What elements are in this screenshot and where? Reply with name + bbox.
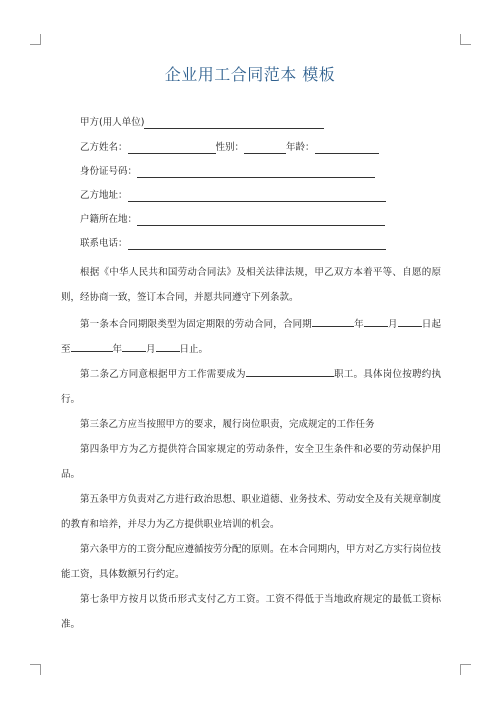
article-2-position-blank[interactable] xyxy=(246,366,334,377)
party-a-label: 甲方(用人单位) xyxy=(80,117,145,128)
article-1-year-label: 年 xyxy=(353,319,364,330)
article-1-end-month-blank[interactable] xyxy=(122,341,146,352)
id-number-label: 身份证号码： xyxy=(80,166,138,177)
article-1-end-label: 日止。 xyxy=(179,344,209,355)
party-b-name-blank[interactable] xyxy=(128,143,216,154)
article-1-from-label: 日起至 xyxy=(61,319,441,355)
article-2-paragraph xyxy=(61,362,441,412)
article-1-end-year-blank[interactable] xyxy=(71,341,113,352)
article-3-paragraph: 第三条乙方应当按照甲方的要求，履行岗位职责，完成规定的工作任务 xyxy=(80,419,375,430)
article-7-paragraph: 第七条甲方按月以货币形式支付乙方工资。工资不得低于当地政府规定的最低工资标准。 xyxy=(61,594,441,630)
article-1-end-day-blank[interactable] xyxy=(156,341,180,352)
article-1-text: 第一条本合同期限类型为固定期限的劳动合同，合同期 xyxy=(80,319,312,330)
article-6-paragraph: 第六条甲方的工资分配应遵循按劳分配的原则。在本合同期内，甲方对乙方实行岗位技能工资，具体数额另行约定。 xyxy=(61,544,442,580)
party-b-address-label: 乙方地址： xyxy=(80,190,128,201)
article-5-paragraph: 第五条甲方负责对乙方进行政治思想、职业道德、业务技术、劳动安全及有关规章制度的教育和培养，并尽力为乙方提供职业培训的机会。 xyxy=(61,494,442,530)
article-1-year-blank[interactable] xyxy=(312,316,354,327)
party-b-info-row xyxy=(80,142,379,154)
article-1-end-month-label: 月 xyxy=(146,344,156,355)
age-label: 年龄： xyxy=(286,142,315,153)
household-location-blank[interactable] xyxy=(137,215,385,226)
intro-paragraph: 根据《中华人民共和国劳动合同法》及相关法律法规，甲乙双方本着平等、自愿的原则，经协商一致，签订本合同，并愿共同遵守下列条款。 xyxy=(61,267,441,303)
household-location-label: 户籍所在地： xyxy=(80,214,138,225)
crop-mark-bottom-left xyxy=(30,664,41,675)
article-1-month-blank[interactable] xyxy=(364,316,388,327)
article-2-text: 第二条乙方同意根据甲方工作需要成为 xyxy=(80,369,246,380)
party-b-address-blank[interactable] xyxy=(128,191,386,202)
crop-mark-top-left xyxy=(30,34,41,45)
id-number-blank[interactable] xyxy=(137,167,375,178)
phone-blank[interactable] xyxy=(128,239,386,250)
party-b-name-label: 乙方姓名： xyxy=(80,142,128,153)
article-4-paragraph: 第四条甲方为乙方提供符合国家规定的劳动条件，安全卫生条件和必要的劳动保护用品。 xyxy=(61,444,441,480)
phone-label: 联系电话： xyxy=(80,238,128,249)
household-location-field xyxy=(80,214,385,226)
gender-blank[interactable] xyxy=(244,143,286,154)
crop-mark-bottom-right xyxy=(460,664,471,675)
document-title: 企业用工合同范本 模板 xyxy=(164,65,336,84)
article-2-text-end: 职工。具体岗位按聘约执行。 xyxy=(61,369,441,405)
age-blank[interactable] xyxy=(315,143,379,154)
article-1-month-label: 月 xyxy=(387,319,398,330)
crop-mark-top-right xyxy=(460,34,471,45)
party-a-blank[interactable] xyxy=(144,118,324,129)
article-1-paragraph xyxy=(61,312,441,362)
article-1-day-blank[interactable] xyxy=(398,316,422,327)
party-b-address-field xyxy=(80,190,386,202)
id-number-field xyxy=(80,166,375,178)
article-1-end-year-label: 年 xyxy=(112,344,123,355)
gender-label: 性别： xyxy=(215,142,245,153)
phone-field xyxy=(80,238,386,250)
party-a-field xyxy=(80,117,324,129)
